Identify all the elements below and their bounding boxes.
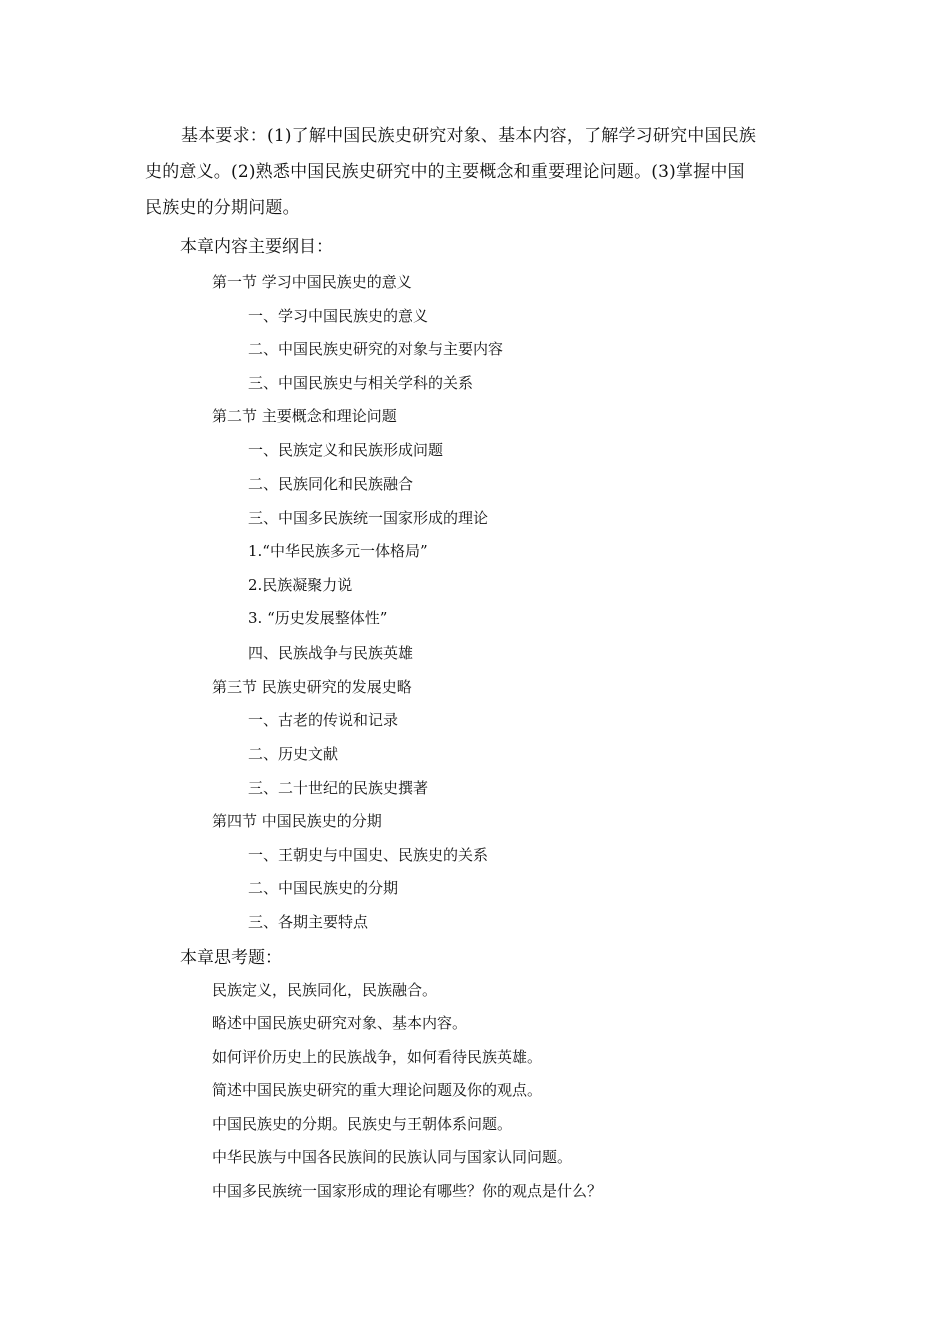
section-title: 第四节 中国民族史的分期 — [212, 812, 382, 830]
section-title: 第三节 民族史研究的发展史略 — [212, 678, 412, 696]
outline-item: 二、民族同化和民族融合 — [248, 475, 414, 493]
question-item: 民族定义，民族同化，民族融合。 — [212, 981, 438, 999]
outline-item: 四、民族战争与民族英雄 — [248, 644, 414, 662]
question-item: 中国多民族统一国家形成的理论有哪些？你的观点是什么？ — [212, 1182, 603, 1200]
outline-item: 一、古老的传说和记录 — [248, 711, 399, 729]
question-item: 如何评价历史上的民族战争，如何看待民族英雄。 — [212, 1048, 543, 1066]
outline-item: 二、历史文献 — [248, 745, 339, 763]
outline-item: 2.民族凝聚力说 — [248, 576, 353, 594]
section-title: 第二节 主要概念和理论问题 — [212, 407, 397, 425]
outline-item: 3. “历史发展整体性” — [248, 609, 388, 627]
outline-item: 一、学习中国民族史的意义 — [248, 307, 429, 325]
requirements-line: 史的意义。(2)熟悉中国民族史研究中的主要概念和重要理论问题。(3)掌握中国 — [145, 162, 745, 182]
requirements-line: 民族史的分期问题。 — [145, 198, 300, 218]
questions-heading: 本章思考题： — [180, 948, 282, 968]
question-item: 中国民族史的分期。民族史与王朝体系问题。 — [212, 1115, 513, 1133]
section-title: 第一节 学习中国民族史的意义 — [212, 273, 412, 291]
outline-item: 三、各期主要特点 — [248, 913, 369, 931]
outline-item: 二、中国民族史研究的对象与主要内容 — [248, 340, 504, 358]
outline-item: 二、中国民族史的分期 — [248, 879, 399, 897]
outline-item: 1.“中华民族多元一体格局” — [248, 542, 428, 560]
outline-heading: 本章内容主要纲目： — [180, 237, 333, 257]
outline-item: 三、二十世纪的民族史撰著 — [248, 779, 429, 797]
basic-requirements-paragraph — [145, 118, 807, 226]
question-item: 略述中国民族史研究对象、基本内容。 — [212, 1014, 468, 1032]
question-item: 中华民族与中国各民族间的民族认同与国家认同问题。 — [212, 1148, 573, 1166]
outline-item: 三、中国多民族统一国家形成的理论 — [248, 509, 489, 527]
outline-item: 一、王朝史与中国史、民族史的关系 — [248, 846, 489, 864]
outline-item: 三、中国民族史与相关学科的关系 — [248, 374, 474, 392]
question-item: 简述中国民族史研究的重大理论问题及你的观点。 — [212, 1081, 543, 1099]
outline-item: 一、民族定义和民族形成问题 — [248, 441, 444, 459]
requirements-line: 基本要求：(1)了解中国民族史研究对象、基本内容，了解学习研究中国民族 — [181, 126, 757, 146]
